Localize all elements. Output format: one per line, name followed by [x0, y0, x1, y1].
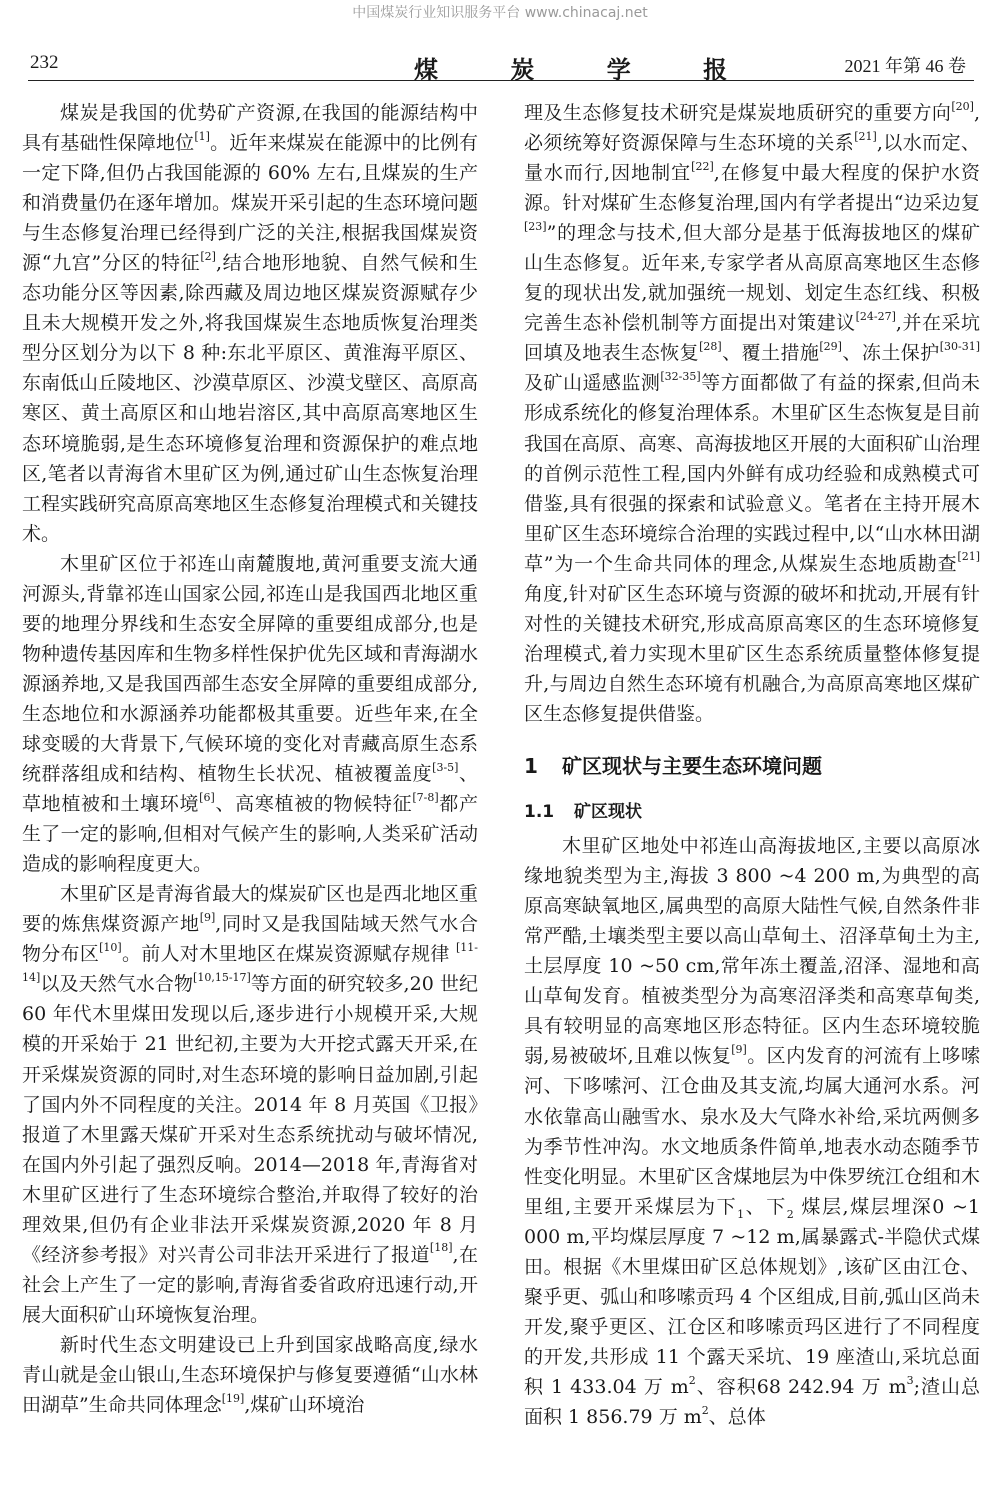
- page-number: 232: [30, 52, 59, 73]
- page-header: [28, 50, 974, 84]
- citation: [21]: [854, 129, 877, 143]
- citation: [1]: [194, 129, 210, 143]
- paragraph: 木里矿区地处中祁连山高海拔地区,主要以高原冰缘地貌类型为主,海拔 3 800 ~4 200 m,为典型的高原高寒缺氧地区,属典型的高原大陆性气候,自然条件非常严酷,土壤类型主要以高山草甸土、沼泽草甸土为主,土层厚度 10 ~50 cm,常年冻土覆盖,沼泽、湿地和高山草甸发育。植被类型分为高寒沼泽类和高寒草甸类,具有较明显的高寒地区形态特征。区内生态环境较脆弱,易被破坏,且难以恢复[9]。区内发育的河流有上哆嗦河、下哆嗦河、江仓曲及其支流,均属大通河水系。河水依靠高山融雪水、泉水及大气降水补给,采坑两侧多为季节性冲沟。水文地质条件简单,地表水动态随季节性变化明显。木里矿区含煤地层为中侏罗统江仓组和木里组,主要开采煤层为下$_1$、下$_2$ 煤层,煤层埋深0 ~1 000 m,平均煤层厚度 7 ~12 m,属暴露式-半隐伏式煤田。根据《木里煤田矿区总体规划》,该矿区由江仓、聚乎更、弧山和哆嗦贡玛 4 个区组成,目前,弧山区尚未开发,聚乎更区、江仓区和哆嗦贡玛区进行了不同程度的开发,共形成 11 个露天采坑、19 座渣山,采坑总面积 1 433.04 万 $m^2$、容积68 242.94 万 $m^3$;渣山总面积 1 856.79 万 $m^2$、总体: [524, 835, 981, 1428]
- paragraph: 新时代生态文明建设已上升到国家战略高度,绿水青山就是金山银山,生态环境保护与修复要遵循“山水林田湖草”生命共同体理念[19],煤矿山环境治: [22, 1333, 478, 1417]
- citation: [11-14]: [22, 940, 478, 985]
- citation: [6]: [199, 790, 215, 804]
- paragraph: 木里矿区位于祁连山南麓腹地,黄河重要支流大通河源头,背靠祁连山国家公园,祁连山是我国西北地区重要的地理分界线和生态安全屏障的重要组成部分,也是物种遗传基因库和生物多样性保护优先区域和青海湖水源涵养地,又是我国西部生态安全屏障的重要组成部分,生态地位和水源涵养功能都极其重要。近些年来,在全球变暖的大背景下,气候环境的变化对青藏高原生态系统群落组成和结构、植物生长状况、植被覆盖度[3-5]、草地植被和土壤环境[6]、高寒植被的物候特征[7-8]都产生了一定的影响,但相对气候产生的影响,人类采矿活动造成的影响程度更大。: [22, 552, 479, 876]
- left-column: [22, 98, 478, 1420]
- citation: [2]: [200, 249, 216, 263]
- volume-info: 2021 年第 46 卷: [844, 56, 966, 76]
- section-title: 矿区现状与主要生态环境问题: [562, 753, 822, 778]
- section-heading: [524, 751, 980, 781]
- citation: [10,15-17]: [193, 971, 251, 985]
- citation: [28]: [699, 340, 722, 354]
- citation: [9]: [731, 1043, 747, 1057]
- citation: [29]: [819, 340, 842, 354]
- journal-title: 煤 炭 学 报: [414, 55, 760, 84]
- subsection-heading: [524, 797, 980, 827]
- paragraph: 煤炭是我国的优势矿产资源,在我国的能源结构中具有基础性保障地位[1]。近年来煤炭在能源中的比例有一定下降,但仍占我国能源的 60% 左右,且煤炭的生产和消费量仍在逐年增加。煤炭开采引起的生态环境问题与生态修复治理已经得到广泛的关注,根据我国煤炭资源“九宫”分区的特征[2],结合地形地貌、自然气候和生态功能分区等因素,除西藏及周边地区煤炭资源赋存少且未大规模开发之外,将我国煤炭生态地质恢复治理类型分区划分为以下 8 种:东北平原区、黄淮海平原区、东南低山丘陵地区、沙漠草原区、沙漠戈壁区、高原高寒区、黄土高原区和山地岩溶区,其中高原高寒地区生态环境脆弱,是生态环境修复治理和资源保护的难点地区,笔者以青海省木里矿区为例,通过矿山生态恢复治理工程实践研究高原高寒地区生态修复治理模式和关键技术。: [22, 102, 479, 545]
- subsection-number: 1.1: [524, 802, 555, 823]
- citation: [9]: [199, 910, 216, 924]
- watermark: 中国煤炭行业知识服务平台 www.chinacaj.net: [352, 5, 648, 21]
- citation: [7-8]: [412, 790, 439, 804]
- citation: [21]: [957, 550, 980, 564]
- citation: [10]: [99, 940, 122, 954]
- subsection-title: 矿区现状: [574, 802, 642, 823]
- citation: [3-5]: [432, 760, 459, 774]
- citation: [19]: [221, 1391, 245, 1405]
- right-column: [524, 98, 980, 1432]
- section-number: 1: [524, 753, 538, 778]
- citation: [23]: [524, 219, 547, 233]
- citation: [32-35]: [660, 370, 701, 384]
- citation: [18]: [429, 1241, 453, 1255]
- citation: [20]: [951, 99, 974, 113]
- citation: [22]: [691, 159, 714, 173]
- paragraph: 木里矿区是青海省最大的煤炭矿区也是西北地区重要的炼焦煤资源产地[9],同时又是我国陆域天然气水合物分布区[10]。前人对木里地区在煤炭资源赋存规律 [11-14]以及天然气水合物[10,15-17]等方面的研究较多,20 世纪 60 年代木里煤田发现以后,逐步进行小规模开采,大规模的开采始于 21 世纪初,主要为大开挖式露天开采,在开采煤炭资源的同时,对生态环境的影响日益加剧,引起了国内外不同程度的关注。2014 年 8 月英国《卫报》报道了木里露天煤矿开采对生态系统扰动与破坏情况,在国内外引起了强烈反响。2014—2018 年,青海省对木里矿区进行了生态环境综合整治,并取得了较好的治理效果,但仍有企业非法开采煤炭资源,2020 年 8 月《经济参考报》对兴青公司非法开采进行了报道[18],在社会上产生了一定的影响,青海省委省政府迅速行动,开展大面积矿山环境恢复治理。: [22, 883, 479, 1326]
- paragraph: 理及生态修复技术研究是煤炭地质研究的重要方向[20],必须统筹好资源保障与生态环境的关系[21],以水而定、量水而行,因地制宜[22],在修复中最大程度的保护水资源。针对煤矿生态修复治理,国内有学者提出“边采边复[23]”的理念与技术,但大部分是基于低海拔地区的煤矿山生态修复。近年来,专家学者从高原高寒地区生态修复的现状出发,就加强统一规划、划定生态红线、积极完善生态补偿机制等方面提出对策建议[24-27],并在采坑回填及地表生态恢复[28]、覆土措施[29]、冻土保护[30-31]及矿山遥感监测[32-35]等方面都做了有益的探索,但尚未形成系统化的修复治理体系。木里矿区生态恢复是目前我国在高原、高寒、高海拔地区开展的大面积矿山治理的首例示范性工程,国内外鲜有成功经验和成熟模式可借鉴,具有很强的探索和试验意义。笔者在主持开展木里矿区生态环境综合治理的实践过程中,以“山水林田湖草”为一个生命共同体的理念,从煤炭生态地质勘查[21]角度,针对矿区生态环境与资源的破坏和扰动,开展有针对性的关键技术研究,形成高原高寒区的生态环境修复治理模式,着力实现木里矿区生态系统质量整体修复提升,与周边自然生态环境有机融合,为高原高寒地区煤矿区生态修复提供借鉴。: [524, 99, 981, 725]
- citation: [24-27]: [855, 310, 896, 323]
- citation: [30-31]: [939, 340, 980, 354]
